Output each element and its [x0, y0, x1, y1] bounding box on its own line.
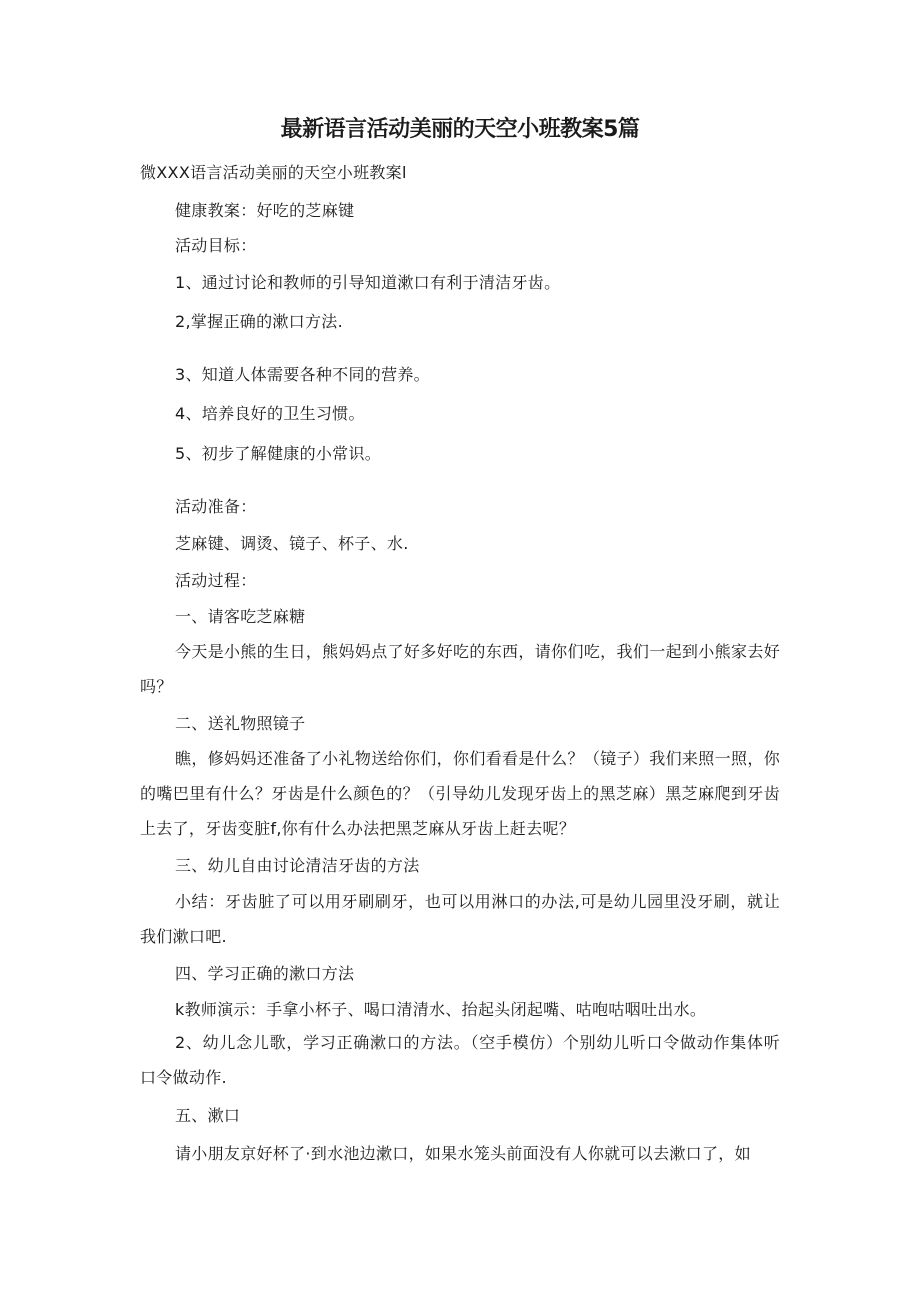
section-2-heading: 二、送礼物照镜子 — [175, 714, 306, 733]
document-subtitle: 微XXX语言活动美丽的天空小班教案l — [140, 163, 407, 182]
section-5-paragraph: 请小朋友京好杯了·到水池边漱口，如果水笼头前面没有人你就可以去漱口了，如 — [175, 1144, 751, 1163]
goal-item-2: 2,掌握正确的漱口方法. — [175, 312, 343, 331]
section-1-heading: 一、请客吃芝麻糖 — [175, 607, 306, 626]
section-1-paragraph: 今天是小熊的生日，熊妈妈点了好多好吃的东西，请你们吃，我们一起到小熊家去好吗？ — [140, 642, 780, 696]
section-3-paragraph: 小结：牙齿脏了可以用牙刷刷牙，也可以用淋口的办法,可是幼儿园里没牙刷，就让我们漱口吧. — [140, 892, 780, 946]
section-4-step-2: 2、幼儿念儿歌，学习正确漱口的方法。（空手模仿）个别幼儿听口令做动作集体听口令做动作. — [140, 1033, 780, 1087]
goal-item-3: 3、知道人体需要各种不同的营养。 — [175, 365, 430, 384]
document-title: 最新语言活动美丽的天空小班教案5篇 — [280, 117, 640, 142]
section-4-step-1: k教师演示：手拿小杯子、喝口清清水、抬起头闭起嘴、咕咆咕咽吐出水。 — [175, 1000, 707, 1019]
process-heading: 活动过程： — [175, 571, 257, 590]
prep-heading: 活动准备： — [175, 497, 257, 516]
goals-heading: 活动目标： — [175, 236, 257, 255]
section-2-paragraph: 瞧，修妈妈还准备了小礼物送给你们，你们看看是什么？（镜子）我们来照一照，你的嘴巴里有什么？牙齿是什么颜色的？（引导幼儿发现牙齿上的黑芝麻）黑芝麻爬到牙齿上去了，牙齿变脏f,你有什么办法把黑芝麻从牙齿上赶去呢？ — [140, 749, 780, 838]
prep-items: 芝麻键、调烫、镜子、杯子、水. — [175, 534, 409, 553]
section-4-heading: 四、学习正确的漱口方法 — [175, 964, 355, 983]
lesson-title: 健康教案：好吃的芝麻键 — [175, 201, 355, 220]
section-5-heading: 五、漱口 — [175, 1106, 241, 1125]
section-3-heading: 三、幼儿自由讨论清洁牙齿的方法 — [175, 856, 420, 875]
goal-item-5: 5、初步了解健康的小常识。 — [175, 444, 382, 463]
goal-item-1: 1、通过讨论和教师的引导知道漱口有利于清洁牙齿。 — [175, 273, 561, 292]
goal-item-4: 4、培养良好的卫生习惯。 — [175, 404, 365, 423]
